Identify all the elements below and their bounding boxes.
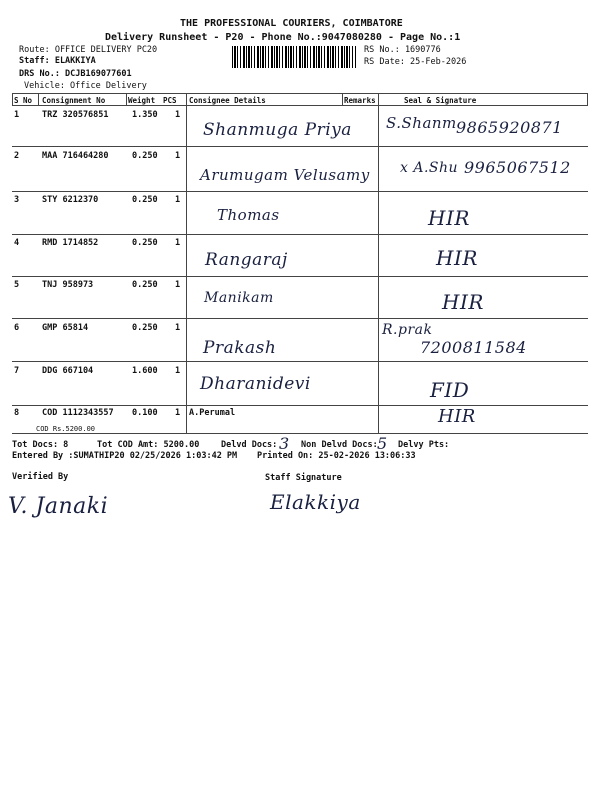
row-weight: 0.250 bbox=[132, 195, 158, 205]
seal-handwriting: 9865920871 bbox=[456, 118, 563, 137]
seal-handwriting: HIR bbox=[438, 406, 476, 427]
seal-mark: R.prak bbox=[382, 322, 433, 338]
row-pcs: 1 bbox=[175, 195, 181, 205]
row-sno: 4 bbox=[14, 238, 20, 248]
row-consignment-no: GMP 65814 bbox=[42, 323, 89, 333]
delivered-docs-handwriting: 3 bbox=[279, 434, 290, 453]
row-sno: 7 bbox=[14, 366, 20, 376]
entered-by: Entered By :SUMATHIP20 02/25/2026 1:03:42 PM bbox=[12, 451, 238, 461]
row-weight: 0.250 bbox=[132, 151, 158, 161]
non-delivered-docs-label: Non Delvd Docs: bbox=[301, 440, 378, 450]
row-sno: 8 bbox=[14, 408, 20, 418]
consignee-handwriting: Manikam bbox=[204, 290, 274, 306]
seal-handwriting: HIR bbox=[436, 246, 478, 270]
table-top-border bbox=[12, 93, 588, 94]
barcode bbox=[232, 46, 356, 68]
row-consignment-no: STY 6212370 bbox=[42, 195, 99, 205]
col-consignee: Consignee Details bbox=[189, 96, 266, 105]
verified-by-signature: V. Janaki bbox=[8, 494, 109, 519]
vehicle-label: Vehicle: Office Delivery bbox=[24, 81, 147, 91]
row-pcs: 1 bbox=[175, 366, 181, 376]
consignee-handwriting: Prakash bbox=[203, 338, 277, 358]
staff-signature-label: Staff Signature bbox=[265, 473, 342, 483]
seal-handwriting: 9965067512 bbox=[464, 158, 571, 177]
row-pcs: 1 bbox=[175, 151, 181, 161]
row-pcs: 1 bbox=[175, 238, 181, 248]
seal-handwriting: FID bbox=[430, 378, 470, 402]
company-name: THE PROFESSIONAL COURIERS, COIMBATORE bbox=[180, 18, 403, 29]
cod-amount-note: COD Rs.5200.00 bbox=[36, 425, 96, 433]
seal-handwriting: HIR bbox=[442, 290, 484, 314]
total-cod-amount: Tot COD Amt: 5200.00 bbox=[97, 440, 200, 450]
row-consignment-no: DDG 667104 bbox=[42, 366, 94, 376]
row-weight: 1.600 bbox=[132, 366, 158, 376]
seal-mark: S.Shanm bbox=[386, 114, 457, 132]
verified-by-label: Verified By bbox=[12, 472, 69, 482]
seal-handwriting: 7200811584 bbox=[420, 338, 527, 357]
col-sno: S No bbox=[14, 96, 33, 105]
rs-date: RS Date: 25-Feb-2026 bbox=[364, 57, 467, 67]
col-seal-signature: Seal & Signature bbox=[404, 96, 477, 105]
drs-number: DRS No.: DCJB169077601 bbox=[19, 69, 132, 79]
seal-handwriting: HIR bbox=[428, 206, 470, 230]
col-consignment: Consignment No bbox=[42, 96, 106, 105]
consignee-handwriting: Arumugam Velusamy bbox=[200, 166, 370, 184]
row-sno: 3 bbox=[14, 195, 20, 205]
runsheet-title: Delivery Runsheet - P20 - Phone No.:9047080280 - Page No.:1 bbox=[105, 32, 461, 43]
non-delivered-docs-handwriting: 5 bbox=[377, 434, 388, 453]
staff-signature: Elakkiya bbox=[270, 490, 361, 514]
row-sno: 1 bbox=[14, 110, 20, 120]
row-sno: 5 bbox=[14, 280, 20, 290]
row-sno: 2 bbox=[14, 151, 20, 161]
total-docs: Tot Docs: 8 bbox=[12, 440, 69, 450]
row-consignment-no: TRZ 320576851 bbox=[42, 110, 109, 120]
row-sno: 6 bbox=[14, 323, 20, 333]
rs-number: RS No.: 1690776 bbox=[364, 45, 441, 55]
consignee-name: A.Perumal bbox=[189, 408, 236, 418]
row-pcs: 1 bbox=[175, 408, 181, 418]
seal-mark: x A.Shu bbox=[400, 160, 459, 176]
printed-on: Printed On: 25-02-2026 13:06:33 bbox=[257, 451, 416, 461]
staff-label: Staff: ELAKKIYA bbox=[19, 56, 96, 66]
col-pcs: PCS bbox=[163, 96, 177, 105]
consignee-handwriting: Rangaraj bbox=[205, 250, 288, 270]
row-weight: 0.250 bbox=[132, 238, 158, 248]
row-pcs: 1 bbox=[175, 323, 181, 333]
row-consignment-no: RMD 1714852 bbox=[42, 238, 99, 248]
consignee-handwriting: Shanmuga Priya bbox=[203, 120, 352, 140]
row-consignment-no: COD 1112343557 bbox=[42, 408, 114, 418]
row-weight: 0.250 bbox=[132, 323, 158, 333]
consignee-handwriting: Thomas bbox=[217, 206, 280, 224]
row-pcs: 1 bbox=[175, 280, 181, 290]
col-remarks: Remarks bbox=[344, 96, 376, 105]
row-weight: 0.100 bbox=[132, 408, 158, 418]
delivery-points-label: Delvy Pts: bbox=[398, 440, 450, 450]
row-consignment-no: TNJ 958973 bbox=[42, 280, 94, 290]
row-pcs: 1 bbox=[175, 110, 181, 120]
delivered-docs-label: Delvd Docs: bbox=[221, 440, 278, 450]
consignee-handwriting: Dharanidevi bbox=[200, 374, 311, 394]
route-label: Route: OFFICE DELIVERY PC20 bbox=[19, 45, 158, 55]
col-weight: Weight bbox=[128, 96, 156, 105]
row-weight: 0.250 bbox=[132, 280, 158, 290]
row-weight: 1.350 bbox=[132, 110, 158, 120]
row-consignment-no: MAA 716464280 bbox=[42, 151, 109, 161]
